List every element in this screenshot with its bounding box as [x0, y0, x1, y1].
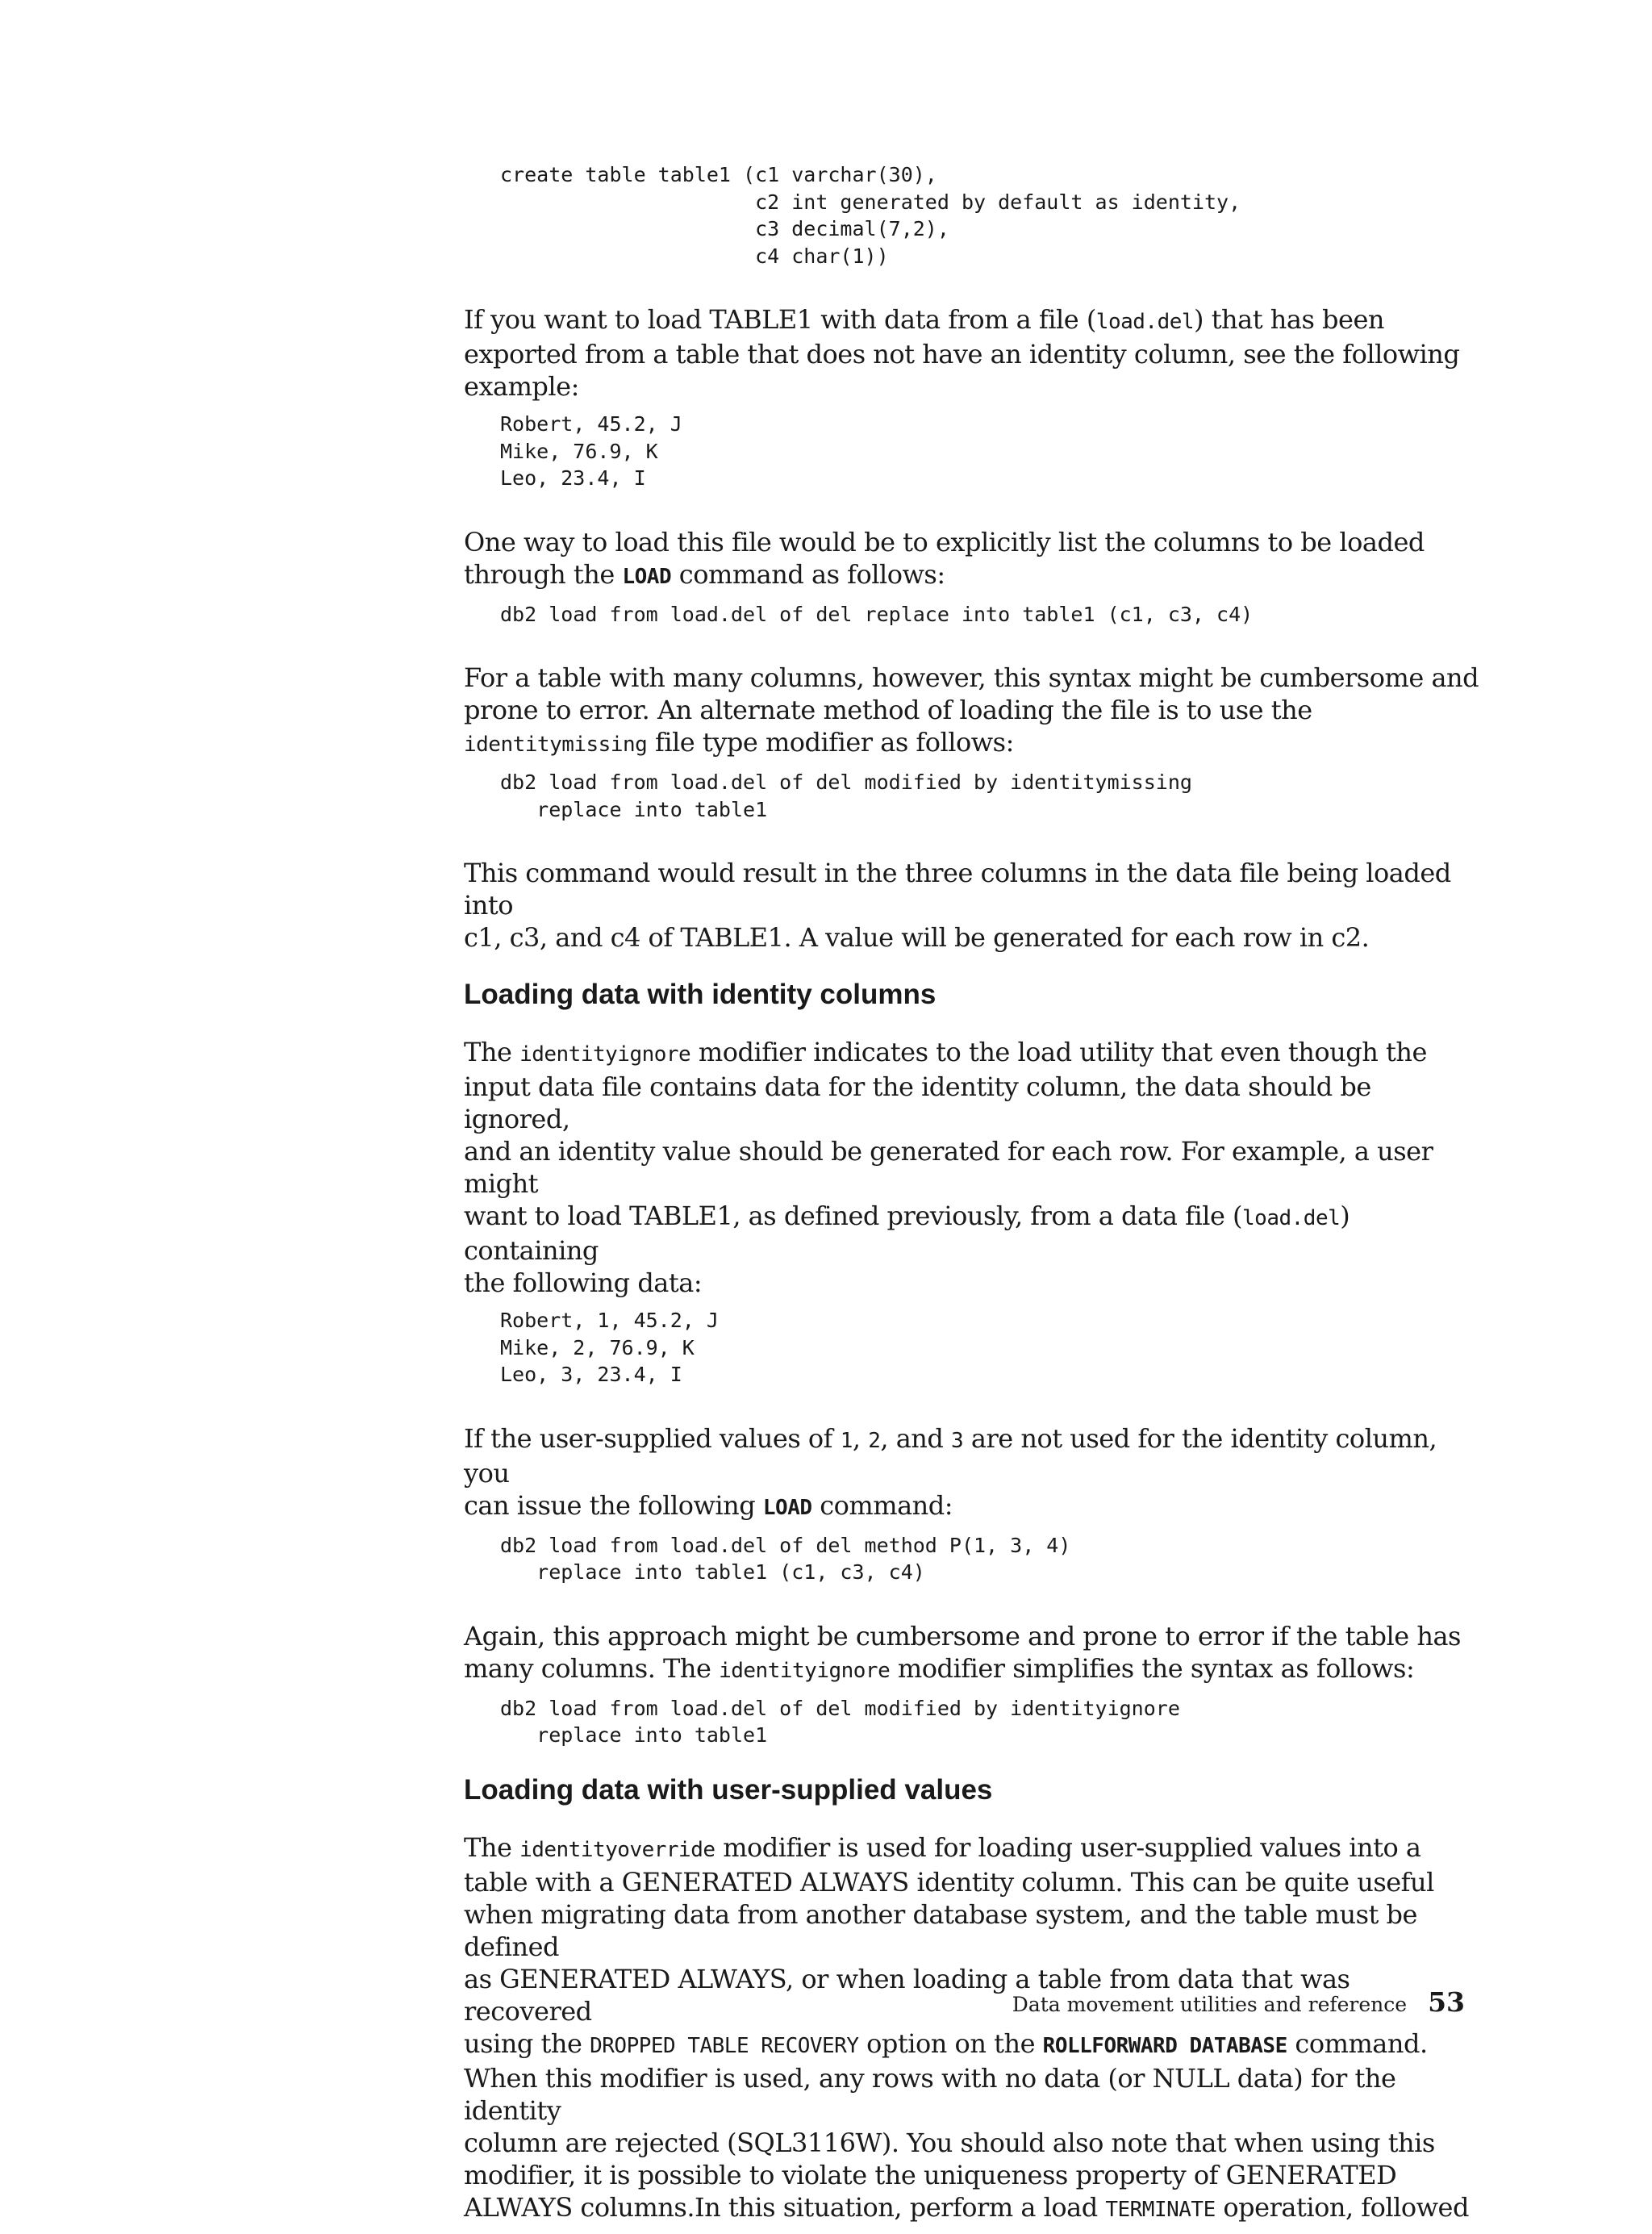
page-number: 53 [1428, 1986, 1465, 2018]
code-sample-data: Robert, 45.2, J Mike, 76.9, K Leo, 23.4, I [500, 412, 682, 490]
code-sample-data-identity: Robert, 1, 45.2, J Mike, 2, 76.9, K Leo, 3, 23.4, I [500, 1309, 719, 1386]
inline-command-rollforward: ROLLFORWARD DATABASE [1042, 2033, 1287, 2058]
inline-command-load: LOAD [762, 1495, 812, 1520]
code-load-identitymissing: db2 load from load.del of del modified by identitymissing replace into table1 [500, 770, 1192, 821]
paragraph-user-supplied: If the user-supplied values of 1, 2, and 3 are not used for the identity column, you can issue the following LOAD command: [464, 1422, 1437, 1521]
paragraph-result: This command would result in the three columns in the data file being loaded into c1, c3, and c4 of TABLE1. A value will be generated for each row in c2. [464, 858, 1451, 953]
inline-code-terminate: TERMINATE [1105, 2197, 1216, 2222]
section-heading-identity-columns: Loading data with identity columns [464, 979, 937, 1010]
paragraph-identityoverride: The identityoverride modifier is used for loading user-supplied values into a table with a GENERATED ALWAYS identity column. This can be quite useful when migrating data from another database system, and the table must be defined as GENERATED ALWAYS, or when loading a table from data that was recovered using the DROPPED TABLE RECOVERY option on the ROLLFORWARD DATABASE command. When this modifier is used, any rows with no data (or NULL data) for the identity column are rejected (SQL3116W). You should also note that when using this modifier, it is possible to violate the uniqueness property of GENERATED ALWAYS columns.In this situation, perform a load TERMINATE operation, followed [464, 1831, 1469, 2223]
inline-code-modifier: identitymissing [464, 733, 648, 757]
code-load-columns: db2 load from load.del of del replace into table1 (c1, c3, c4) [500, 602, 1254, 626]
inline-code-option: DROPPED TABLE RECOVERY [590, 2033, 859, 2058]
document-body [464, 161, 1480, 2234]
inline-code-filename: load.del [1095, 310, 1195, 334]
code-load-method: db2 load from load.del of del method P(1, 3, 4) replace into table1 (c1, c3, c4) [500, 1533, 1071, 1584]
inline-code-filename: load.del [1242, 1206, 1341, 1230]
paragraph-simplifies: Again, this approach might be cumbersome and prone to error if the table has many columns. The identityignore modifier simplifies the syntax as follows: [464, 1620, 1461, 1684]
code-create-table: create table table1 (c1 varchar(30), c2 int generated by default as identity, c3 decimal(7,2), c4 char(1)) [500, 163, 1241, 268]
paragraph-identityignore: The identityignore modifier indicates to the load utility that even though the input data file contains data for the identity column, the data should be ignored, and an identity value should be generated for each row. For example, a user might want to load TABLE1, as defined previously, from a data file (load.del) containing the following data: [464, 1037, 1433, 1298]
footer-title: Data movement utilities and reference [1012, 1993, 1408, 2016]
inline-code-modifier: identityignore [519, 1042, 691, 1067]
section-heading-user-supplied: Loading data with user-supplied values [464, 1773, 993, 1806]
inline-code-modifier: identityignore [719, 1658, 891, 1683]
code-load-identityignore: db2 load from load.del of del modified by identityignore replace into table1 [500, 1696, 1180, 1747]
page-footer [1012, 1986, 1465, 2018]
inline-code-modifier: identityoverride [519, 1837, 715, 1862]
paragraph-identitymissing: For a table with many columns, however, this syntax might be cumbersome and prone to error. An alternate method of loading the file is to use the identitymissing file type modifier as follows: [464, 662, 1479, 758]
paragraph-explicit-list: One way to load this file would be to explicitly list the columns to be loaded through the LOAD command as follows: [464, 526, 1425, 590]
paragraph-load-file: If you want to load TABLE1 with data from a file (load.del) that has been exported from a table that does not have an identity column, see the following example: [464, 304, 1460, 402]
inline-command-load: LOAD [622, 564, 672, 589]
